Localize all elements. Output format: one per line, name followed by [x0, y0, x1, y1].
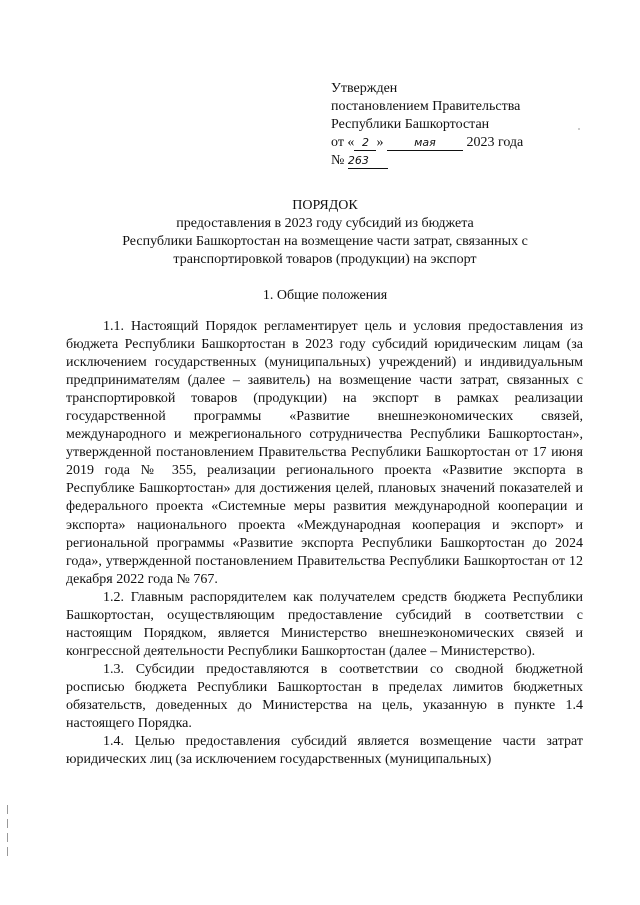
approval-month: мая — [387, 136, 463, 151]
scan-speck — [578, 128, 580, 130]
approval-line-3: Республики Башкортостан — [331, 117, 490, 132]
approval-date-line — [331, 134, 621, 152]
date-mid: » — [376, 135, 384, 150]
margin-mark — [7, 833, 8, 842]
section-heading: 1. Общие положения — [262, 288, 388, 303]
approval-stamp — [331, 80, 621, 170]
paragraph-1-2: 1.2. Главным распорядителем как получателем средств бюджета Республики Башкортостан, осуществляющим предоставление субсидий в соответствии с настоящим Порядком, является Министерство внешнеэкономических связей и конгрессной деятельности Республики Башкортостан (далее – Министерство). — [66, 589, 583, 659]
paragraph-1-1: 1.1. Настоящий Порядок регламентирует цель и условия предоставления из бюджета Республики Башкортостан в 2023 году субсидий юридическим лицам (за исключением государственных (муниципальных) учреждений) и индивидуальным предпринимателям (далее – заявитель) на возмещение части затрат, связанных с транспортировкой товаров (продукции) на экспорт в рамках реализации государственной программы «Развитие внешнеэкономических связей, международного и межрегионального сотрудничества Республики Башкортостан», утвержденной постановлением Правительства Республики Башкортостан от 17 июня 2019 года № 355, реализации регионального проекта «Развитие экспорта в Республике Башкортостан» для достижения целей, плановых значений показателей и федерального проекта «Системные меры развития международной кооперации и экспорта» национального проекта «Международная кооперация и экспорт» и региональной программы «Развитие экспорта Республики Башкортостан до 2024 года», утвержденной постановлением Правительства Республики Башкортостан от 12 декабря 2022 года № 767. — [66, 319, 583, 587]
title-line-3: транспортировкой товаров (продукции) на экспорт — [173, 252, 477, 267]
approval-year: 2023 года — [466, 135, 524, 150]
paragraph-1-3: 1.3. Субсидии предоставляются в соответствии со сводной бюджетной росписью бюджета Республики Башкортостан в пределах лимитов бюджетных обязательств, доведенных до Министерства на цель, указанную в пункте 1.4 настоящего Порядка. — [66, 661, 583, 732]
approval-line-2: постановлением Правительства — [331, 99, 521, 114]
approval-day: 2 — [354, 136, 376, 151]
title-line-1: предоставления в 2023 году субсидий из бюджета — [176, 216, 474, 231]
title-line-2: Республики Башкортостан на возмещение части затрат, связанных с — [122, 234, 528, 249]
margin-mark — [7, 819, 8, 828]
document-title — [60, 197, 590, 269]
margin-marks — [5, 800, 11, 880]
margin-mark — [7, 847, 8, 856]
document-body — [66, 318, 583, 769]
paragraph-1-4: 1.4. Целью предоставления субсидий является возмещение части затрат юридических лиц (за исключением государственных (муниципальных) — [66, 734, 583, 768]
number-prefix: № — [331, 153, 345, 168]
approval-number: 263 — [348, 154, 388, 169]
date-prefix: от « — [331, 135, 355, 150]
title-heading: ПОРЯДОК — [292, 198, 358, 213]
approval-line-1: Утвержден — [331, 81, 398, 96]
approval-number-line — [331, 152, 621, 170]
margin-mark — [7, 805, 8, 814]
